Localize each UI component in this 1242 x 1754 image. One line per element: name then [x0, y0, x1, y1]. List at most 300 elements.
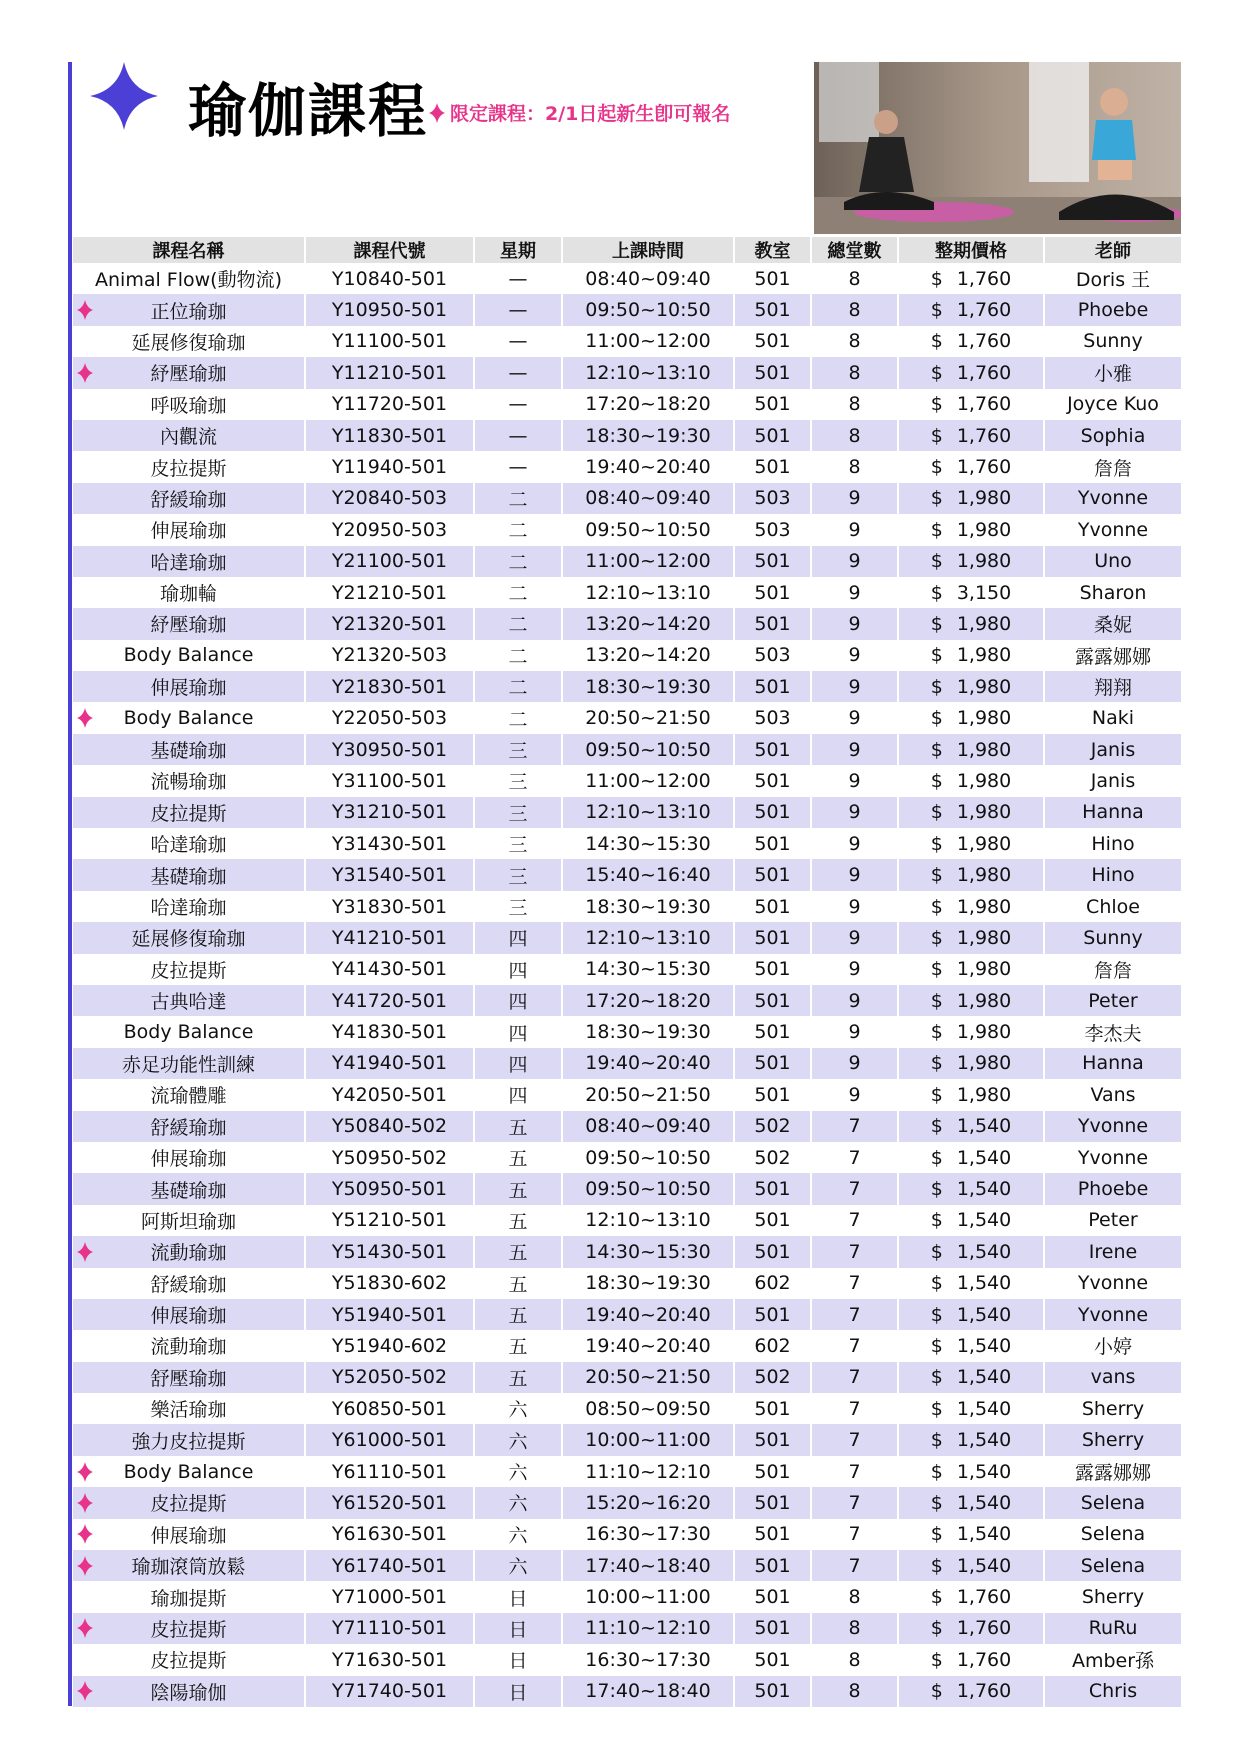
- name-text: Animal Flow(動物流): [95, 269, 282, 292]
- price-value: 1,540: [956, 1178, 1012, 1201]
- room-text: 501: [754, 1021, 791, 1044]
- col-course-name-cell: [73, 608, 305, 639]
- currency-symbol: $: [930, 487, 943, 510]
- col-price-cell: [898, 1330, 1044, 1361]
- price-value: 1,540: [956, 1491, 1012, 1514]
- col-room-cell: [734, 546, 811, 577]
- room-text: 501: [754, 675, 791, 698]
- count-text: 9: [848, 487, 861, 510]
- name-text: 紓壓瑜珈: [150, 614, 227, 637]
- name-text: 基礎瑜珈: [150, 865, 227, 888]
- table-row: [73, 577, 1182, 608]
- room-text: 501: [754, 1680, 791, 1703]
- col-course-code-cell: [305, 1016, 474, 1047]
- col-room-cell: [734, 797, 811, 828]
- count-text: 8: [848, 424, 861, 447]
- time-text: 12:10~13:10: [585, 581, 711, 604]
- name-text: 紓壓瑜珈: [150, 363, 227, 386]
- col-time-cell: [562, 1581, 734, 1612]
- day-text: 二: [508, 677, 528, 700]
- day-text: 五: [508, 1273, 528, 1296]
- col-weekday-cell: [474, 734, 562, 765]
- col-course-name-cell: [73, 1205, 305, 1236]
- col-course-name-cell: [73, 1519, 305, 1550]
- col-price-cell: [898, 640, 1044, 671]
- col-course-code-cell: [305, 702, 474, 733]
- price-value: 1,760: [956, 330, 1012, 353]
- col-sessions-cell: [811, 357, 898, 388]
- count-text: 9: [848, 1021, 861, 1044]
- table-row: [73, 985, 1182, 1016]
- col-price-cell: [898, 1016, 1044, 1047]
- room-text: 503: [754, 644, 791, 667]
- limited-course-diamond-icon: [77, 1462, 93, 1482]
- name-text: Body Balance: [123, 707, 254, 730]
- table-row: [73, 514, 1182, 545]
- col-time-cell: [562, 1268, 734, 1299]
- code-text: Y11940-501: [331, 456, 448, 479]
- col-course-code-cell: [305, 1111, 474, 1142]
- table-row: [73, 1487, 1182, 1518]
- col-teacher-cell: [1044, 451, 1182, 482]
- price-value: 1,760: [956, 393, 1012, 416]
- col-teacher-cell: [1044, 483, 1182, 514]
- count-text: 8: [848, 267, 861, 290]
- day-text: 四: [508, 991, 528, 1014]
- col-weekday-header: 星期: [474, 237, 562, 263]
- col-course-name-cell: [73, 546, 305, 577]
- room-text: 501: [754, 926, 791, 949]
- col-room-cell: [734, 483, 811, 514]
- teacher-text: Yvonne: [1077, 1303, 1149, 1326]
- col-price-cell: [898, 546, 1044, 577]
- table-row: [73, 608, 1182, 639]
- col-course-name-cell: [73, 389, 305, 420]
- col-course-name-cell: [73, 1111, 305, 1142]
- col-weekday-cell: [474, 1456, 562, 1487]
- col-course-name-cell: [73, 420, 305, 451]
- day-text: 日: [508, 1587, 528, 1610]
- col-weekday-cell: [474, 954, 562, 985]
- code-text: Y52050-502: [331, 1366, 448, 1389]
- room-text: 501: [754, 424, 791, 447]
- col-price-cell: [898, 1236, 1044, 1267]
- col-price-cell: [898, 985, 1044, 1016]
- day-text: 三: [508, 771, 528, 794]
- day-text: —: [508, 330, 528, 353]
- col-time-cell: [562, 451, 734, 482]
- col-course-name-cell: [73, 985, 305, 1016]
- col-time-cell: [562, 1456, 734, 1487]
- room-text: 501: [754, 1303, 791, 1326]
- name-text: 樂活瑜珈: [150, 1399, 227, 1422]
- table-row: [73, 1236, 1182, 1267]
- col-weekday-cell: [474, 640, 562, 671]
- col-time-header: 上課時間: [562, 237, 734, 263]
- table-row: [73, 1519, 1182, 1550]
- price-value: 1,540: [956, 1303, 1012, 1326]
- day-text: 二: [508, 614, 528, 637]
- teacher-text: Doris 王: [1075, 269, 1151, 292]
- code-text: Y50950-502: [331, 1146, 448, 1169]
- col-course-code-cell: [305, 1550, 474, 1581]
- price-value: 1,760: [956, 1680, 1012, 1703]
- count-text: 8: [848, 1586, 861, 1609]
- count-text: 9: [848, 989, 861, 1012]
- col-teacher-cell: [1044, 1205, 1182, 1236]
- col-price-cell: [898, 1048, 1044, 1079]
- col-sessions-cell: [811, 1079, 898, 1110]
- col-sessions-cell: [811, 1048, 898, 1079]
- time-text: 12:10~13:10: [585, 361, 711, 384]
- yoga-photo: [814, 62, 1181, 234]
- col-course-code-cell: [305, 765, 474, 796]
- teacher-text: Sherry: [1081, 1429, 1145, 1452]
- name-text: 古典哈達: [150, 991, 227, 1014]
- price-value: 1,540: [956, 1397, 1012, 1420]
- count-text: 9: [848, 738, 861, 761]
- room-text: 501: [754, 1240, 791, 1263]
- col-course-code-cell: [305, 546, 474, 577]
- code-text: Y21830-501: [331, 675, 448, 698]
- time-text: 11:10~12:10: [585, 1617, 711, 1640]
- col-teacher-cell: [1044, 1079, 1182, 1110]
- table-row: [73, 1456, 1182, 1487]
- col-time-cell: [562, 357, 734, 388]
- price-value: 1,540: [956, 1272, 1012, 1295]
- table-row: [73, 1142, 1182, 1173]
- col-sessions-cell: [811, 1581, 898, 1612]
- room-text: 501: [754, 989, 791, 1012]
- col-price-cell: [898, 1644, 1044, 1675]
- col-course-code-cell: [305, 1519, 474, 1550]
- price-value: 1,980: [956, 675, 1012, 698]
- time-text: 16:30~17:30: [585, 1523, 711, 1546]
- count-text: 7: [848, 1178, 861, 1201]
- currency-symbol: $: [930, 299, 943, 322]
- name-text: 伸展瑜珈: [150, 677, 227, 700]
- currency-symbol: $: [930, 518, 943, 541]
- col-sessions-cell: [811, 1236, 898, 1267]
- price-value: 1,760: [956, 1586, 1012, 1609]
- col-sessions-cell: [811, 483, 898, 514]
- col-course-code-cell: [305, 608, 474, 639]
- currency-symbol: $: [930, 1366, 943, 1389]
- name-text: 伸展瑜珈: [150, 520, 227, 543]
- col-weekday-cell: [474, 577, 562, 608]
- count-text: 7: [848, 1115, 861, 1138]
- col-room-cell: [734, 1613, 811, 1644]
- page-title: 瑜伽課程: [188, 77, 429, 145]
- col-weekday-cell: [474, 1676, 562, 1707]
- count-text: 9: [848, 581, 861, 604]
- code-text: Y30950-501: [331, 738, 448, 761]
- teacher-text: 小雅: [1093, 363, 1132, 386]
- col-teacher-cell: [1044, 985, 1182, 1016]
- count-text: 7: [848, 1366, 861, 1389]
- col-weekday-cell: [474, 702, 562, 733]
- code-text: Y51430-501: [331, 1240, 448, 1263]
- col-time-cell: [562, 1424, 734, 1455]
- col-sessions-cell: [811, 326, 898, 357]
- col-course-name-cell: [73, 922, 305, 953]
- col-sessions-cell: [811, 1676, 898, 1707]
- currency-symbol: $: [930, 612, 943, 635]
- code-text: Y61110-501: [331, 1460, 448, 1483]
- col-room-cell: [734, 1142, 811, 1173]
- col-price-cell: [898, 1205, 1044, 1236]
- col-price-cell: [898, 1079, 1044, 1110]
- teacher-text: Peter: [1088, 989, 1138, 1012]
- price-value: 1,980: [956, 518, 1012, 541]
- col-room-cell: [734, 263, 811, 294]
- code-text: Y41210-501: [331, 926, 448, 949]
- count-text: 9: [848, 801, 861, 824]
- time-text: 18:30~19:30: [585, 1272, 711, 1295]
- col-room-cell: [734, 1487, 811, 1518]
- day-text: 四: [508, 928, 528, 951]
- col-teacher-cell: [1044, 1456, 1182, 1487]
- table-row: [73, 1205, 1182, 1236]
- teacher-text: Chris: [1088, 1680, 1138, 1703]
- table-row: [73, 1016, 1182, 1047]
- room-text: 503: [754, 518, 791, 541]
- count-text: 8: [848, 299, 861, 322]
- currency-symbol: $: [930, 1523, 943, 1546]
- teacher-text: Selena: [1080, 1554, 1146, 1577]
- price-value: 1,540: [956, 1523, 1012, 1546]
- col-time-cell: [562, 1676, 734, 1707]
- col-sessions-cell: [811, 828, 898, 859]
- col-teacher-cell: [1044, 828, 1182, 859]
- col-course-code-cell: [305, 1299, 474, 1330]
- teacher-text: Janis: [1090, 738, 1136, 761]
- currency-symbol: $: [930, 456, 943, 479]
- col-course-name-cell: [73, 1330, 305, 1361]
- col-course-name-cell: [73, 326, 305, 357]
- col-time-cell: [562, 1330, 734, 1361]
- room-text: 501: [754, 550, 791, 573]
- count-text: 7: [848, 1554, 861, 1577]
- col-teacher-cell: [1044, 1142, 1182, 1173]
- col-time-cell: [562, 546, 734, 577]
- room-text: 502: [754, 1366, 791, 1389]
- price-value: 1,540: [956, 1554, 1012, 1577]
- room-text: 501: [754, 1491, 791, 1514]
- currency-symbol: $: [930, 1460, 943, 1483]
- day-text: 五: [508, 1148, 528, 1171]
- code-text: Y11100-501: [331, 330, 448, 353]
- day-text: 日: [508, 1618, 528, 1641]
- col-time-cell: [562, 891, 734, 922]
- currency-symbol: $: [930, 1272, 943, 1295]
- room-text: 501: [754, 393, 791, 416]
- room-text: 501: [754, 832, 791, 855]
- col-time-cell: [562, 1173, 734, 1204]
- col-time-cell: [562, 797, 734, 828]
- table-row: [73, 1581, 1182, 1612]
- time-text: 14:30~15:30: [585, 958, 711, 981]
- time-text: 17:40~18:40: [585, 1554, 711, 1577]
- col-teacher-cell: [1044, 1268, 1182, 1299]
- table-row: [73, 1393, 1182, 1424]
- room-text: 501: [754, 1523, 791, 1546]
- count-text: 9: [848, 518, 861, 541]
- code-text: Y21100-501: [331, 550, 448, 573]
- col-time-cell: [562, 671, 734, 702]
- limited-course-diamond-icon: [77, 1618, 93, 1638]
- price-value: 1,540: [956, 1429, 1012, 1452]
- time-text: 10:00~11:00: [585, 1586, 711, 1609]
- day-text: 六: [508, 1462, 528, 1485]
- table-row: [73, 1362, 1182, 1393]
- col-time-cell: [562, 954, 734, 985]
- col-course-name-header: 課程名稱: [73, 237, 305, 263]
- name-text: 強力皮拉提斯: [131, 1430, 246, 1453]
- col-teacher-cell: [1044, 1519, 1182, 1550]
- col-weekday-cell: [474, 1393, 562, 1424]
- day-text: 二: [508, 708, 528, 731]
- count-text: 9: [848, 644, 861, 667]
- teacher-text: 翔翔: [1093, 677, 1132, 700]
- col-course-name-cell: [73, 1581, 305, 1612]
- teacher-text: 露露娜娜: [1074, 1462, 1151, 1485]
- day-text: 五: [508, 1305, 528, 1328]
- count-text: 9: [848, 612, 861, 635]
- code-text: Y51210-501: [331, 1209, 448, 1232]
- day-text: —: [508, 424, 528, 447]
- time-text: 16:30~17:30: [585, 1648, 711, 1671]
- col-sessions-cell: [811, 1393, 898, 1424]
- col-sessions-cell: [811, 1424, 898, 1455]
- day-text: —: [508, 267, 528, 290]
- diamond-icon: [90, 62, 158, 130]
- code-text: Y31430-501: [331, 832, 448, 855]
- col-weekday-cell: [474, 1581, 562, 1612]
- time-text: 14:30~15:30: [585, 1240, 711, 1263]
- col-weekday-cell: [474, 546, 562, 577]
- code-text: Y50950-501: [331, 1178, 448, 1201]
- code-text: Y10840-501: [331, 267, 448, 290]
- currency-symbol: $: [930, 864, 943, 887]
- col-course-code-cell: [305, 1676, 474, 1707]
- time-text: 19:40~20:40: [585, 1052, 711, 1075]
- price-value: 1,760: [956, 424, 1012, 447]
- currency-symbol: $: [930, 550, 943, 573]
- teacher-text: Peter: [1088, 1209, 1138, 1232]
- col-time-cell: [562, 922, 734, 953]
- col-weekday-cell: [474, 608, 562, 639]
- col-price-cell: [898, 483, 1044, 514]
- col-sessions-cell: [811, 1519, 898, 1550]
- col-time-cell: [562, 1487, 734, 1518]
- table-row: [73, 1330, 1182, 1361]
- table-row: [73, 546, 1182, 577]
- currency-symbol: $: [930, 1209, 943, 1232]
- teacher-text: Janis: [1090, 769, 1136, 792]
- teacher-text: Yvonne: [1077, 518, 1149, 541]
- col-room-cell: [734, 922, 811, 953]
- currency-symbol: $: [930, 1429, 943, 1452]
- price-value: 1,540: [956, 1209, 1012, 1232]
- time-text: 11:10~12:10: [585, 1460, 711, 1483]
- col-room-cell: [734, 326, 811, 357]
- time-text: 13:20~14:20: [585, 644, 711, 667]
- col-price-cell: [898, 859, 1044, 890]
- time-text: 17:20~18:20: [585, 393, 711, 416]
- col-time-cell: [562, 514, 734, 545]
- teacher-text: Selena: [1080, 1523, 1146, 1546]
- col-teacher-cell: [1044, 1048, 1182, 1079]
- col-course-code-cell: [305, 577, 474, 608]
- col-teacher-cell: [1044, 420, 1182, 451]
- price-value: 1,760: [956, 361, 1012, 384]
- table-row: [73, 891, 1182, 922]
- table-row: [73, 1079, 1182, 1110]
- teacher-text: Chloe: [1086, 895, 1140, 918]
- count-text: 9: [848, 675, 861, 698]
- col-weekday-cell: [474, 514, 562, 545]
- col-course-code-cell: [305, 1487, 474, 1518]
- col-price-cell: [898, 1424, 1044, 1455]
- currency-symbol: $: [930, 958, 943, 981]
- col-teacher-cell: [1044, 797, 1182, 828]
- col-weekday-cell: [474, 1424, 562, 1455]
- day-text: 二: [508, 520, 528, 543]
- code-text: Y21210-501: [331, 581, 448, 604]
- col-weekday-cell: [474, 1173, 562, 1204]
- col-course-name-cell: [73, 1644, 305, 1675]
- room-text: 501: [754, 738, 791, 761]
- currency-symbol: $: [930, 1680, 943, 1703]
- time-text: 10:00~11:00: [585, 1429, 711, 1452]
- teacher-text: Sherry: [1081, 1586, 1145, 1609]
- price-value: 1,980: [956, 989, 1012, 1012]
- room-text: 501: [754, 864, 791, 887]
- col-course-code-cell: [305, 1079, 474, 1110]
- col-price-cell: [898, 1299, 1044, 1330]
- room-text: 503: [754, 487, 791, 510]
- day-text: 四: [508, 1085, 528, 1108]
- col-course-code-cell: [305, 922, 474, 953]
- col-time-cell: [562, 985, 734, 1016]
- price-value: 1,980: [956, 832, 1012, 855]
- name-text: 流動瑜珈: [150, 1242, 227, 1265]
- room-text: 501: [754, 612, 791, 635]
- col-weekday-cell: [474, 985, 562, 1016]
- room-text: 501: [754, 1052, 791, 1075]
- col-room-header: 教室: [734, 237, 811, 263]
- col-teacher-cell: [1044, 389, 1182, 420]
- price-value: 1,760: [956, 267, 1012, 290]
- time-text: 08:40~09:40: [585, 267, 711, 290]
- name-text: 舒緩瑜珈: [150, 1116, 227, 1139]
- name-text: 正位瑜珈: [150, 300, 227, 323]
- col-teacher-cell: [1044, 1581, 1182, 1612]
- col-course-name-cell: [73, 1424, 305, 1455]
- price-value: 1,540: [956, 1366, 1012, 1389]
- col-sessions-cell: [811, 1644, 898, 1675]
- teacher-text: Phoebe: [1077, 299, 1149, 322]
- col-course-code-cell: [305, 420, 474, 451]
- room-text: 501: [754, 1460, 791, 1483]
- col-sessions-cell: [811, 859, 898, 890]
- col-course-name-cell: [73, 1079, 305, 1110]
- col-room-cell: [734, 1456, 811, 1487]
- col-time-cell: [562, 1236, 734, 1267]
- time-text: 18:30~19:30: [585, 895, 711, 918]
- price-value: 1,980: [956, 707, 1012, 730]
